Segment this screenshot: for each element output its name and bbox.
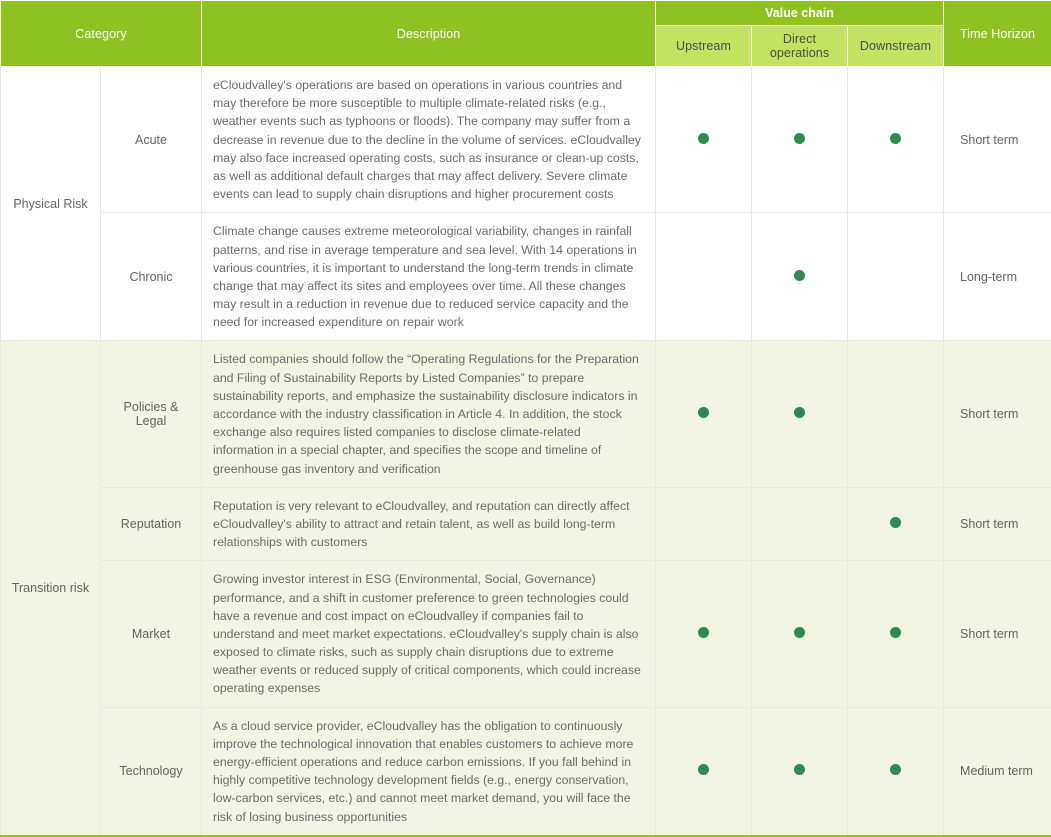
table-row — [1, 341, 1051, 487]
upstream-cell — [656, 561, 752, 707]
applicable-dot-icon — [890, 517, 901, 528]
description-cell: Growing investor interest in ESG (Environmental, Social, Governance) performance, and a shift in customer preference to green technologies could have a revenue and cost impact on eCloudvalley if companies fail to understand and meet market expectations. eCloudvalley's supply chain is also exposed to climate risks, such as supply chain disruptions due to extreme weather events or reduced supply of critical components, which could increase operating expenses — [202, 561, 656, 707]
downstream-cell — [848, 707, 944, 836]
time-horizon-cell: Short term — [944, 561, 1051, 707]
direct-operations-cell — [752, 561, 848, 707]
time-horizon-cell: Long-term — [944, 213, 1051, 341]
header-direct-operations: Direct operations — [752, 26, 848, 67]
direct-operations-cell — [752, 67, 848, 213]
category-cell: Transition risk — [1, 341, 101, 836]
table-row — [1, 561, 1051, 707]
subcategory-cell: Chronic — [101, 213, 202, 341]
description-cell: eCloudvalley's operations are based on operations in various countries and may therefore be more susceptible to multiple climate-related risks (e.g., weather events such as typhoons or floods). The company may suffer from a decrease in revenue due to the decline in the volume of services. eCloudvalley may also face increased operating costs, such as insurance or clean-up costs, as well as additional default charges that may affect delivery. Severe climate events can lead to supply chain disruptions and higher procurement costs — [202, 67, 656, 213]
applicable-dot-icon — [698, 764, 709, 775]
subcategory-cell: Technology — [101, 707, 202, 836]
subcategory-cell: Market — [101, 561, 202, 707]
table-row — [1, 213, 1051, 341]
time-horizon-cell: Short term — [944, 67, 1051, 213]
header-value-chain: Value chain — [656, 1, 944, 26]
applicable-dot-icon — [794, 407, 805, 418]
direct-operations-cell — [752, 213, 848, 341]
time-horizon-cell: Short term — [944, 341, 1051, 487]
description-cell: Reputation is very relevant to eCloudvalley, and reputation can directly affect eCloudvalley's ability to attract and retain talent, as well as build long-term relationships with customers — [202, 487, 656, 561]
header-description: Description — [202, 1, 656, 67]
table-body — [1, 67, 1051, 836]
applicable-dot-icon — [794, 133, 805, 144]
header-upstream: Upstream — [656, 26, 752, 67]
description-cell: Climate change causes extreme meteorological variability, changes in rainfall patterns, and rise in average temperature and sea level. With 14 operations in various countries, it is important to understand the long-term trends in climate change that may affect its sites and employees over time. All these changes may result in a reduction in revenue due to reduced service capacity and the need for increased expenditure on repair work — [202, 213, 656, 341]
header-time-horizon: Time Horizon — [944, 1, 1051, 67]
time-horizon-cell: Medium term — [944, 707, 1051, 836]
table-row — [1, 67, 1051, 213]
applicable-dot-icon — [794, 270, 805, 281]
upstream-cell — [656, 487, 752, 561]
applicable-dot-icon — [698, 627, 709, 638]
applicable-dot-icon — [794, 764, 805, 775]
subcategory-cell: Policies & Legal — [101, 341, 202, 487]
upstream-cell — [656, 213, 752, 341]
direct-operations-cell — [752, 341, 848, 487]
direct-operations-cell — [752, 707, 848, 836]
applicable-dot-icon — [890, 627, 901, 638]
description-cell: As a cloud service provider, eCloudvalley has the obligation to continuously improve the technological innovation that enables customers to achieve more energy-efficient operations and reduce carbon emissions. If you fall behind in highly competitive technology development fields (e.g., energy conservation, low-carbon services, etc.) and cannot meet market demand, you will face the risk of losing business opportunities — [202, 707, 656, 836]
applicable-dot-icon — [890, 133, 901, 144]
applicable-dot-icon — [794, 627, 805, 638]
category-cell: Physical Risk — [1, 67, 101, 341]
applicable-dot-icon — [698, 133, 709, 144]
table-row — [1, 487, 1051, 561]
downstream-cell — [848, 67, 944, 213]
direct-operations-cell — [752, 487, 848, 561]
upstream-cell — [656, 341, 752, 487]
downstream-cell — [848, 487, 944, 561]
header-downstream: Downstream — [848, 26, 944, 67]
downstream-cell — [848, 561, 944, 707]
downstream-cell — [848, 341, 944, 487]
applicable-dot-icon — [698, 407, 709, 418]
downstream-cell — [848, 213, 944, 341]
subcategory-cell: Acute — [101, 67, 202, 213]
upstream-cell — [656, 707, 752, 836]
table-row — [1, 707, 1051, 836]
applicable-dot-icon — [890, 764, 901, 775]
upstream-cell — [656, 67, 752, 213]
header-row-top — [1, 1, 1051, 26]
subcategory-cell: Reputation — [101, 487, 202, 561]
header-category: Category — [1, 1, 202, 67]
time-horizon-cell: Short term — [944, 487, 1051, 561]
table-header — [1, 1, 1051, 67]
description-cell: Listed companies should follow the “Operating Regulations for the Preparation and Filing of Sustainability Reports by Listed Companies” to prepare sustainability reports, and emphasize the sustainability disclosure indicators in accordance with the industry classification in Article 4. In addition, the stock exchange also requires listed companies to disclose climate-related information in a special chapter, and specifies the scope and timeline of greenhouse gas inventory and verification — [202, 341, 656, 487]
